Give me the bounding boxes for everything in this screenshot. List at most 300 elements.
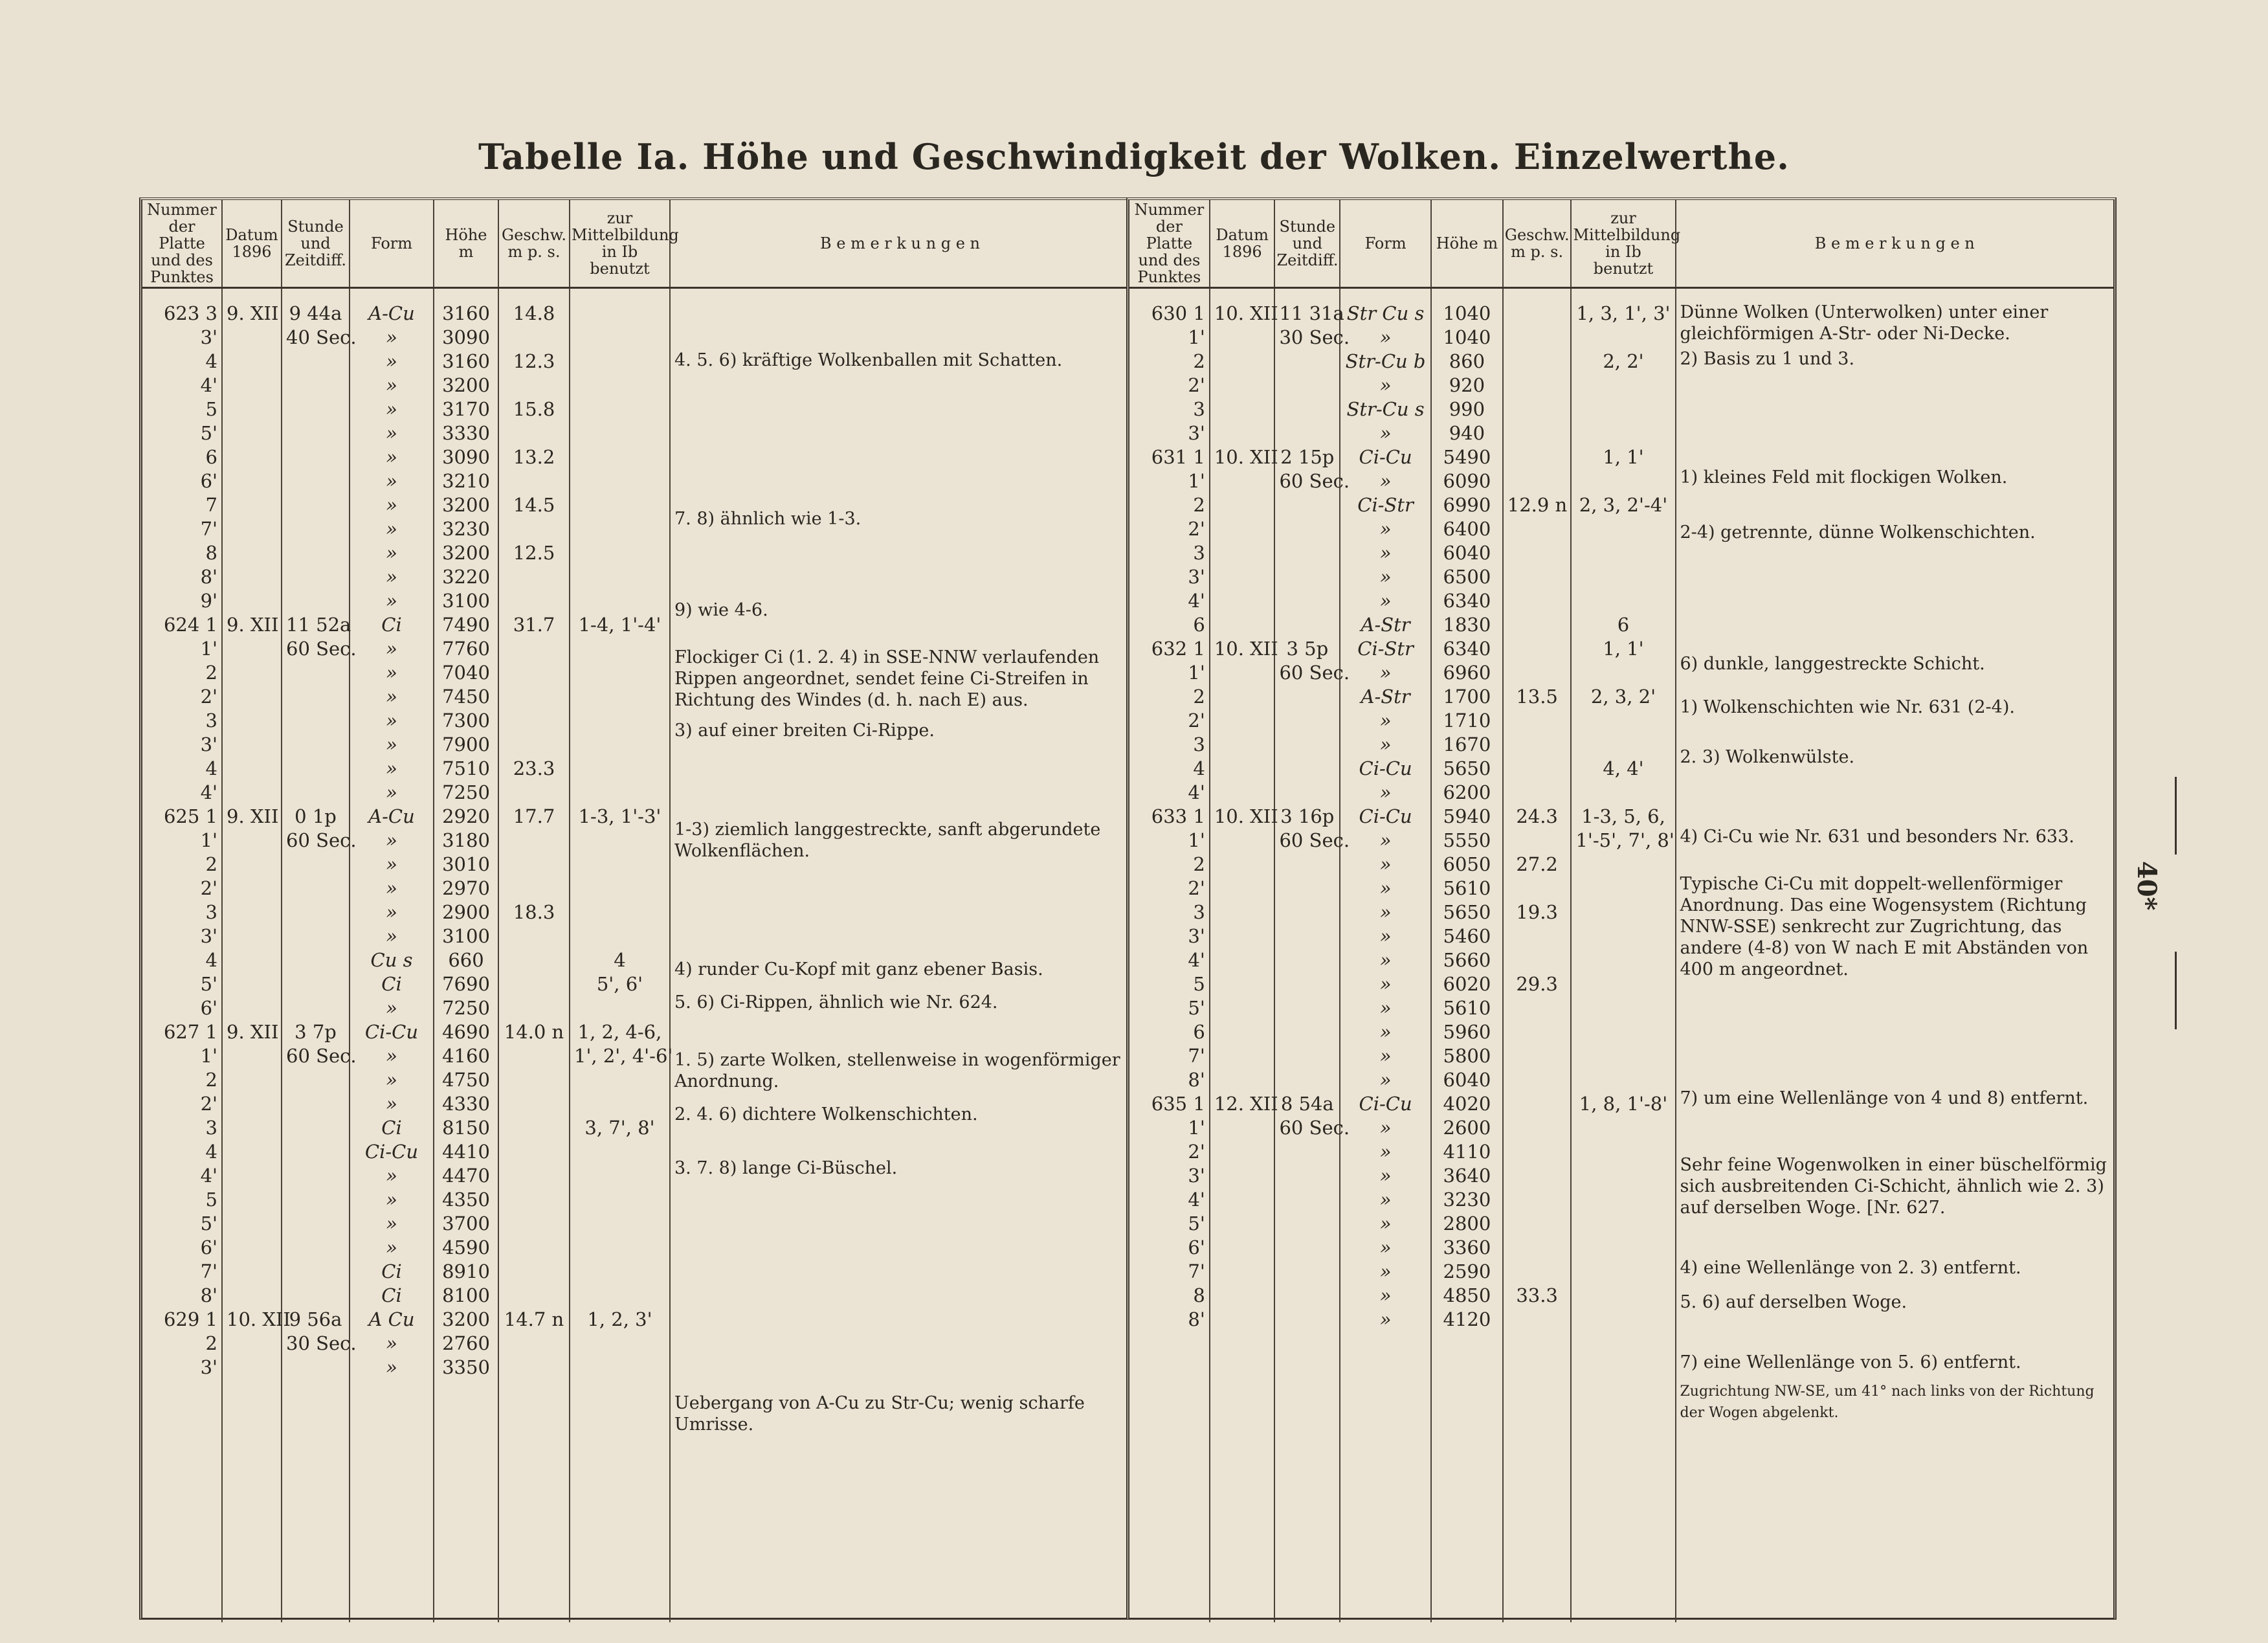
table-cell	[1279, 1284, 1335, 1308]
table-cell: 7690	[442, 973, 490, 995]
left-table	[142, 200, 1129, 1622]
table-cell	[503, 853, 565, 877]
table-cell	[286, 733, 345, 757]
table-cell	[1214, 661, 1271, 685]
table-cell	[227, 589, 277, 613]
table-cell: 6	[1617, 614, 1630, 636]
table-cell	[1279, 733, 1335, 757]
table-cell	[574, 1260, 665, 1284]
table-cell: Ci-Cu	[1359, 446, 1412, 468]
header-stunde: Stunde und Zeitdiff.	[1274, 200, 1340, 288]
table-cell: 3160	[442, 350, 490, 372]
table-cell	[1279, 1212, 1335, 1236]
table-cell: 8	[1193, 1284, 1205, 1306]
table-cell	[1279, 1308, 1335, 1332]
table-cell: 3180	[442, 829, 490, 851]
table-cell	[503, 781, 565, 805]
table-cell	[227, 757, 277, 781]
table-cell: 2	[1193, 686, 1205, 708]
table-cell	[1507, 302, 1567, 326]
table-cell: 4160	[442, 1045, 490, 1067]
table-cell: »	[386, 781, 397, 803]
table-cell: 990	[1449, 398, 1485, 420]
table-cell: 10. XII	[1214, 805, 1278, 827]
table-cell	[1507, 469, 1567, 493]
table-cell: 1830	[1443, 614, 1491, 636]
table-cell	[286, 541, 345, 565]
table-cell	[574, 1236, 665, 1260]
table-cell: »	[386, 1189, 397, 1211]
table-cell: 8150	[442, 1117, 490, 1139]
table-cell	[1214, 1236, 1271, 1260]
table-cell: »	[1379, 1069, 1392, 1091]
table-cell	[286, 853, 345, 877]
table-cell: 3'	[1188, 422, 1205, 444]
left-col-bemerkungen	[670, 288, 1129, 1623]
table-cell	[1279, 1164, 1335, 1188]
table-cell: 7510	[442, 757, 490, 779]
table-cell: 5'	[200, 973, 217, 995]
right-col-bemerkungen	[1676, 288, 2114, 1623]
table-cell: »	[1379, 710, 1392, 732]
table-cell: 30 Sec.	[286, 1332, 357, 1354]
table-cell	[1214, 757, 1271, 781]
table-cell: 2	[1193, 494, 1205, 516]
table-cell: 2	[205, 1069, 217, 1091]
table-cell	[227, 948, 277, 972]
table-cell	[227, 924, 277, 948]
table-cell	[574, 924, 665, 948]
remark: 5. 6) auf derselben Woge.	[1680, 1292, 1907, 1312]
table-cell: 1-4, 1'-4'	[578, 614, 662, 636]
table-cell	[1575, 517, 1671, 541]
table-cell	[574, 374, 665, 397]
table-cell	[227, 972, 277, 996]
table-cell	[286, 661, 345, 685]
table-cell	[1214, 996, 1271, 1020]
remark: Flockiger Ci (1. 2. 4) in SSE-NNW verlaufenden Rippen angeordnet, sendet feine Ci-Streifen in Richtung des Windes (d. h. nach E) aus.	[674, 647, 1100, 710]
table-cell	[1575, 972, 1671, 996]
table-cell	[574, 1356, 665, 1380]
table-cell: 3 16p	[1280, 805, 1335, 827]
table-cell: »	[386, 494, 397, 516]
table-cell	[503, 1116, 565, 1140]
table-cell	[1575, 948, 1671, 972]
table-cell	[286, 1356, 345, 1380]
table-cell: 2	[205, 1332, 217, 1354]
table-cell	[1214, 972, 1271, 996]
table-cell: 3'	[1188, 925, 1205, 947]
table-cell: 4'	[200, 1165, 217, 1187]
table-cell: »	[386, 518, 397, 540]
table-cell: »	[1379, 1260, 1392, 1282]
table-cell: 1040	[1443, 302, 1491, 324]
table-cell: Ci	[381, 973, 402, 995]
table-cell	[1214, 1116, 1271, 1140]
table-cell	[503, 1260, 565, 1284]
table-cell: Ci	[381, 1117, 402, 1139]
table-cell: »	[1379, 1021, 1392, 1043]
table-cell: Ci-Str	[1357, 494, 1414, 516]
table-cell: 14.0 n	[504, 1021, 564, 1043]
table-cell	[574, 637, 665, 661]
table-cell: 1'	[200, 638, 217, 660]
table-cell: 5'	[200, 422, 217, 444]
table-cell	[286, 517, 345, 541]
table-cell	[1214, 1212, 1271, 1236]
table-cell: »	[1379, 662, 1392, 684]
table-cell: »	[1379, 949, 1392, 971]
page-number: 40*	[2131, 861, 2162, 911]
table-cell: Ci-Cu	[364, 1141, 419, 1163]
table-cell: 13.2	[513, 446, 555, 468]
table-cell	[503, 829, 565, 853]
table-cell: 1'	[200, 1045, 217, 1067]
table-cell: 3 7p	[295, 1021, 337, 1043]
table-cell	[503, 469, 565, 493]
table-cell	[503, 685, 565, 709]
table-cell: »	[386, 1356, 397, 1378]
table-cell: A-Str	[1361, 686, 1410, 708]
table-cell: 3'	[200, 925, 217, 947]
table-cell: Ci-Cu	[1359, 805, 1412, 827]
table-cell	[1214, 853, 1271, 877]
header-datum: Datum 1896	[1210, 200, 1275, 288]
table-cell: 2 15p	[1280, 446, 1335, 468]
table-cell	[1279, 996, 1335, 1020]
table-cell: 6400	[1443, 518, 1491, 540]
table-cell: 9 44a	[289, 302, 342, 324]
table-cell: 4020	[1443, 1093, 1491, 1115]
table-cell: 3230	[1443, 1189, 1491, 1211]
table-cell	[1507, 1164, 1567, 1188]
table-cell: 4	[205, 949, 217, 971]
table-cell: »	[1379, 733, 1392, 755]
left-col-stunde	[282, 288, 357, 1623]
table-cell	[1575, 565, 1671, 589]
table-cell: 8'	[1188, 1069, 1205, 1091]
table-cell: 2760	[442, 1332, 490, 1354]
table-cell	[1214, 350, 1271, 374]
remark: 3. 7. 8) lange Ci-Büschel.	[674, 1158, 898, 1178]
table-cell: 14.5	[513, 494, 555, 516]
table-cell: »	[386, 1236, 397, 1258]
table-cell	[503, 1332, 565, 1356]
table-cell	[286, 948, 345, 972]
table-cell	[286, 565, 345, 589]
table-cell: 23.3	[513, 757, 555, 779]
table-cell	[1214, 326, 1271, 350]
table-cell: 1'-5', 7', 8'	[1575, 829, 1674, 851]
table-cell	[1575, 661, 1671, 685]
table-cell	[227, 326, 277, 350]
table-cell: 1'	[1188, 1117, 1205, 1139]
table-cell	[574, 685, 665, 709]
table-cell	[574, 1284, 665, 1308]
table-cell: 3100	[442, 590, 490, 612]
table-cell	[1575, 1164, 1671, 1188]
table-cell: Ci	[381, 1260, 402, 1282]
table-cell: »	[386, 638, 397, 660]
table-cell	[1279, 900, 1335, 924]
header-form: Form	[1340, 200, 1431, 288]
table-cell: Str-Cu b	[1345, 350, 1426, 372]
table-cell	[1507, 1140, 1567, 1164]
table-cell	[227, 397, 277, 421]
table-cell: 3'	[1188, 566, 1205, 588]
table-cell	[1214, 924, 1271, 948]
table-cell	[286, 781, 345, 805]
table-cell: 3170	[442, 398, 490, 420]
table-cell	[1214, 374, 1271, 397]
table-cell: 8 54a	[1280, 1093, 1334, 1115]
table-cell: 12.3	[513, 350, 555, 372]
table-cell	[1214, 709, 1271, 733]
table-cell	[1507, 1116, 1567, 1140]
table-cell: 4	[205, 757, 217, 779]
table-cell	[227, 350, 277, 374]
table-cell	[574, 541, 665, 565]
table-cell: 2'	[1188, 1141, 1205, 1163]
table-cell	[227, 541, 277, 565]
table-cell	[227, 685, 277, 709]
table-cell	[1507, 1260, 1567, 1284]
table-cell: »	[1379, 1189, 1392, 1211]
table-cell	[574, 589, 665, 613]
table-cell	[1575, 1236, 1671, 1260]
table-cell: »	[1379, 1117, 1392, 1139]
header-form: Form	[350, 200, 434, 288]
table-cell: A-Cu	[368, 302, 415, 324]
table-cell	[227, 1164, 277, 1188]
table-cell: 3'	[1188, 1165, 1205, 1187]
table-cell: A Cu	[368, 1308, 415, 1330]
table-cell	[286, 1092, 345, 1116]
table-cell: 2	[1193, 350, 1205, 372]
table-cell: 3090	[442, 446, 490, 468]
table-cell	[286, 1236, 345, 1260]
table-cell: 8910	[442, 1260, 490, 1282]
table-cell	[1214, 1020, 1271, 1044]
table-cell	[1507, 1236, 1567, 1260]
table-cell	[1575, 877, 1671, 900]
table-cell	[227, 1044, 277, 1068]
table-cell: »	[1379, 374, 1392, 396]
margin-rule-bottom	[2175, 952, 2177, 1029]
table-cell	[1575, 374, 1671, 397]
table-cell: 7760	[442, 638, 490, 660]
table-cell: 5650	[1443, 757, 1491, 779]
table-cell	[227, 1356, 277, 1380]
table-cell: »	[386, 710, 397, 732]
table-cell	[227, 661, 277, 685]
table-cell	[227, 900, 277, 924]
table-cell: 17.7	[513, 805, 555, 827]
table-cell: 60 Sec.	[286, 1045, 357, 1067]
table-cell	[574, 733, 665, 757]
table-cell	[1575, 1284, 1671, 1308]
table-cell	[286, 685, 345, 709]
table-cell	[503, 637, 565, 661]
remark: 4) eine Wellenlänge von 2. 3) entfernt.	[1680, 1258, 2021, 1278]
table-cell	[1214, 1308, 1271, 1332]
table-cell	[286, 1116, 345, 1140]
table-cell: 2'	[1188, 710, 1205, 732]
table-cell	[574, 757, 665, 781]
table-cell: 3 5p	[1286, 638, 1329, 660]
table-cell: Cu s	[370, 949, 413, 971]
table-cell	[1214, 517, 1271, 541]
table-cell	[1279, 613, 1335, 637]
table-cell	[574, 853, 665, 877]
table-cell: »	[1379, 781, 1392, 803]
table-cell	[1279, 1068, 1335, 1092]
remark: 2. 3) Wolkenwülste.	[1680, 747, 1855, 767]
table-cell	[1214, 1140, 1271, 1164]
table-cell: »	[1379, 590, 1392, 612]
table-cell: Ci-Cu	[1359, 1093, 1412, 1115]
table-cell	[227, 637, 277, 661]
table-cell: 6050	[1443, 853, 1491, 875]
remark: 4) runder Cu-Kopf mit ganz ebener Basis.	[674, 959, 1043, 979]
table-cell: 4120	[1443, 1308, 1491, 1330]
table-cell	[574, 1164, 665, 1188]
table-cell	[503, 924, 565, 948]
table-cell	[286, 996, 345, 1020]
table-cell: 4'	[1188, 1189, 1205, 1211]
table-cell: 7250	[442, 997, 490, 1019]
table-cell	[1214, 1284, 1271, 1308]
table-cell: 29.3	[1516, 973, 1558, 995]
table-cell	[1279, 350, 1335, 374]
table-cell: 5'	[1188, 1213, 1205, 1235]
table-cell: 1'	[1188, 662, 1205, 684]
table-cell: 7250	[442, 781, 490, 803]
table-cell	[227, 565, 277, 589]
table-cell: »	[386, 1045, 397, 1067]
table-cell	[227, 781, 277, 805]
table-cell	[1214, 1260, 1271, 1284]
table-cell: 5650	[1443, 901, 1491, 923]
table-cell	[1507, 445, 1567, 469]
table-cell: »	[386, 901, 397, 923]
table-cell: 12. XII	[1214, 1093, 1278, 1115]
table-cell: 2590	[1443, 1260, 1491, 1282]
table-cell: »	[386, 1069, 397, 1091]
table-cell: 6	[205, 446, 217, 468]
table-cell: »	[1379, 470, 1392, 492]
table-cell: 3'	[200, 326, 217, 348]
table-cell	[1279, 924, 1335, 948]
table-cell: 1710	[1443, 710, 1491, 732]
table-cell	[1279, 565, 1335, 589]
table-cell: 24.3	[1516, 805, 1558, 827]
table-cell: »	[386, 350, 397, 372]
table-cell: 7300	[442, 710, 490, 732]
table-cell: 7'	[200, 518, 217, 540]
table-cell: »	[386, 997, 397, 1019]
header-nummer: Nummer der Platte und des Punktes	[1129, 200, 1210, 288]
right-col-nummer	[1129, 288, 1210, 1623]
table-cell: 2'	[200, 877, 217, 899]
table-cell: 8'	[200, 566, 217, 588]
table-cell	[503, 517, 565, 541]
table-cell	[503, 1236, 565, 1260]
table-cell	[503, 565, 565, 589]
table-cell	[1214, 948, 1271, 972]
table-cell	[227, 374, 277, 397]
table-cell: 5	[205, 1189, 217, 1211]
table-cell: 6'	[200, 997, 217, 1019]
header-hoehe: Höhe m	[434, 200, 498, 288]
page-title: Tabelle Ia. Höhe und Geschwindigkeit der Wolken. Einzelwerthe.	[478, 136, 1790, 177]
table-cell	[503, 1356, 565, 1380]
table-cell	[286, 924, 345, 948]
table-cell	[1507, 1044, 1567, 1068]
table-cell	[286, 1164, 345, 1188]
table-cell	[227, 1284, 277, 1308]
table-cell: 3	[1193, 542, 1205, 564]
header-mittel: zur Mittelbildung in Ib benutzt	[1571, 200, 1675, 288]
table-cell: 27.2	[1516, 853, 1558, 875]
table-cell	[1575, 1308, 1671, 1332]
table-cell: 1, 2, 4-6,	[577, 1021, 662, 1043]
table-cell: 3'	[200, 1356, 217, 1378]
table-cell: 2'	[200, 1093, 217, 1115]
table-cell: 3350	[442, 1356, 490, 1378]
table-cell	[227, 1236, 277, 1260]
table-cell: 3	[205, 1117, 217, 1139]
table-cell	[574, 709, 665, 733]
table-cell: 3200	[442, 374, 490, 396]
table-cell: 5'	[200, 1213, 217, 1235]
table-cell	[1279, 853, 1335, 877]
right-col-mittel	[1571, 288, 1675, 1623]
table-cell: 5', 6'	[596, 973, 643, 995]
table-cell	[1214, 397, 1271, 421]
table-cell: Ci-Cu	[1359, 757, 1412, 779]
table-cell: »	[386, 374, 397, 396]
table-cell: 12.5	[513, 542, 555, 564]
table-cell: 33.3	[1516, 1284, 1558, 1306]
table-cell	[1214, 900, 1271, 924]
table-cell	[1279, 517, 1335, 541]
table-cell: 60 Sec.	[1279, 829, 1350, 851]
table-cell: 4690	[442, 1021, 490, 1043]
table-cell	[286, 1260, 345, 1284]
table-cell	[227, 493, 277, 517]
remark: Zugrichtung NW-SE, um 41° nach links von der Richtung der Wogen abgelenkt.	[1680, 1383, 2095, 1421]
table-cell: 1-3, 5, 6,	[1581, 805, 1665, 827]
table-cell: 633 1	[1151, 805, 1205, 827]
table-cell	[503, 877, 565, 900]
table-cell	[503, 1212, 565, 1236]
table-cell	[227, 517, 277, 541]
remark: 2-4) getrennte, dünne Wolkenschichten.	[1680, 522, 2036, 542]
table-cell	[1214, 421, 1271, 445]
table-cell: »	[386, 446, 397, 468]
table-cell: »	[386, 733, 397, 755]
table-cell: »	[1379, 1308, 1392, 1330]
table-cell: A-Str	[1361, 614, 1410, 636]
remark: 9) wie 4-6.	[674, 600, 768, 620]
table-cell: 660	[448, 949, 484, 971]
table-cell: 3330	[442, 422, 490, 444]
table-cell	[1507, 637, 1567, 661]
table-cell	[1575, 326, 1671, 350]
table-cell	[227, 709, 277, 733]
table-cell	[1279, 1020, 1335, 1044]
